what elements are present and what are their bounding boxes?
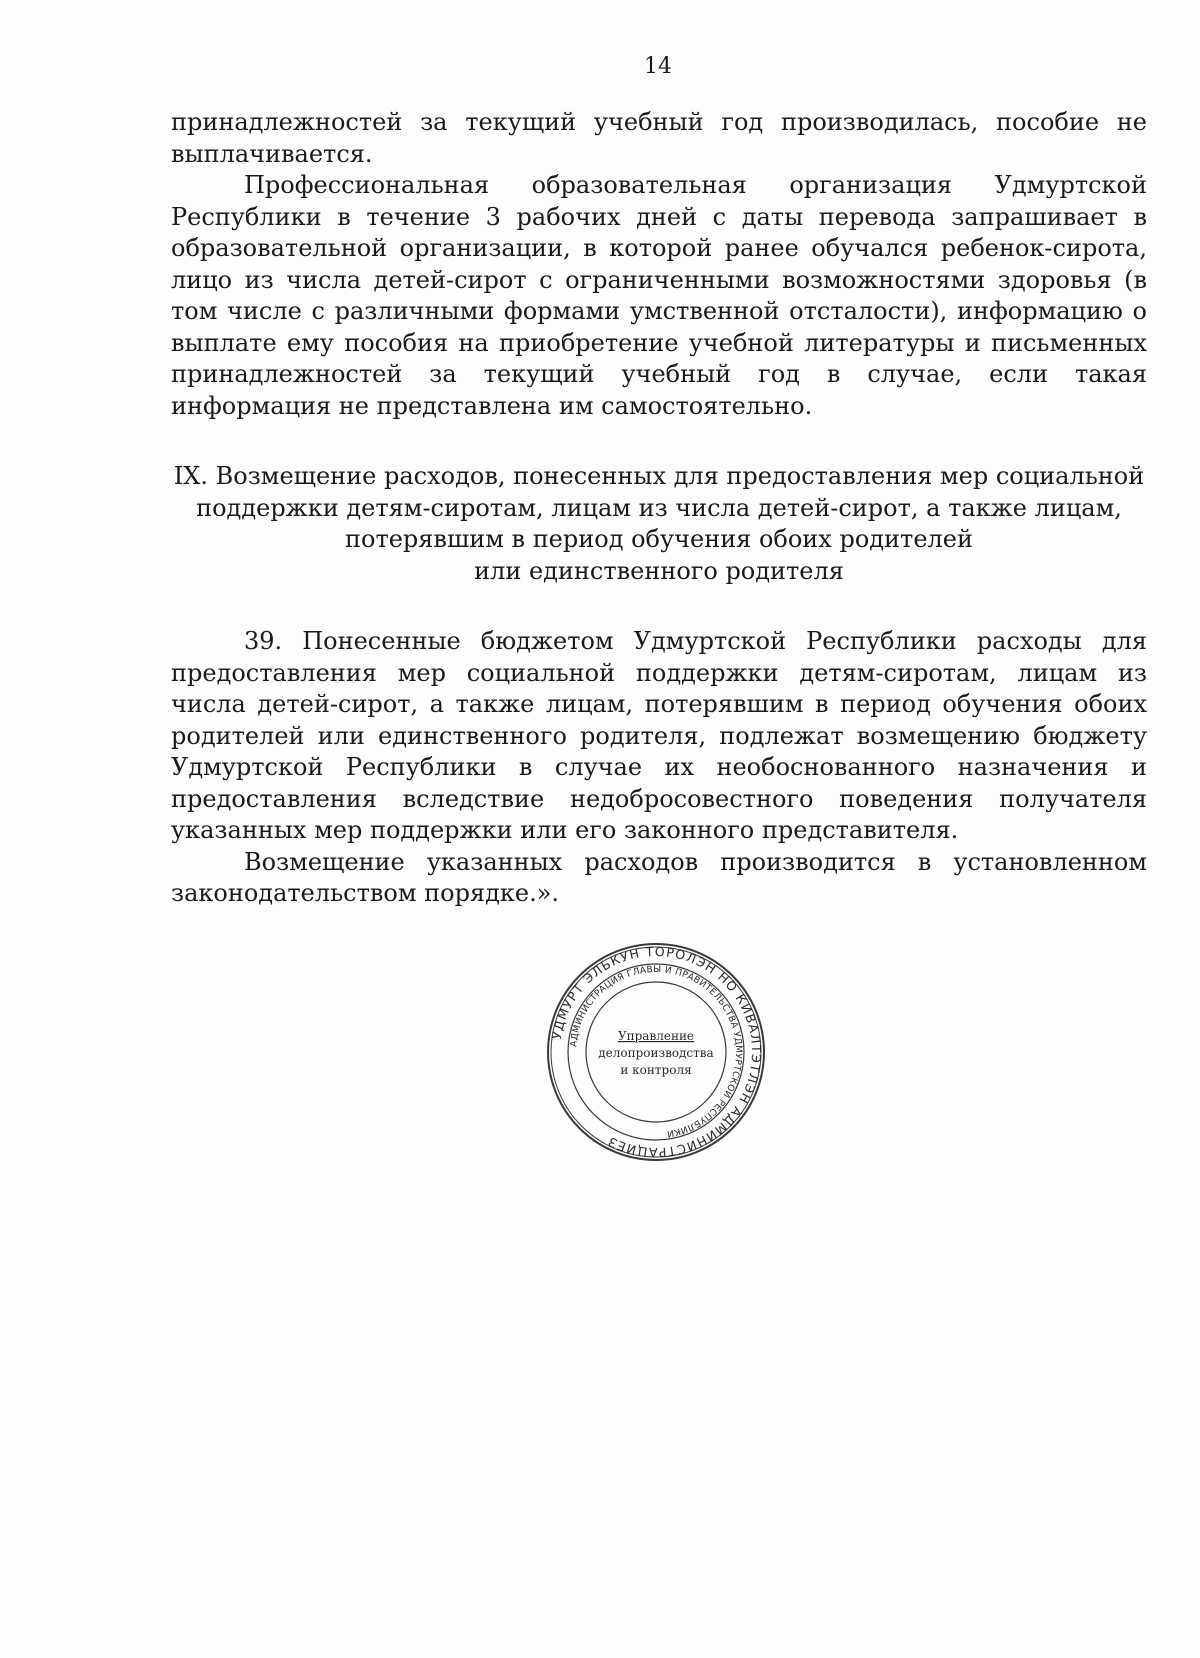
seal-center-line1: Управление — [617, 1029, 695, 1043]
document-body — [171, 107, 1147, 910]
seal-center-line3: и контроля — [620, 1063, 692, 1077]
seal-outer-ring-text: УДМУРТ ЭЛЬКУН ТОРОЛЭН НО КИВАЛТЭТЛЭН АДМИНИСТРАЦИЕЗ — [548, 943, 765, 1161]
section-heading-line: или единственного родителя — [474, 556, 844, 585]
paragraph-continuation: принадлежностей за текущий учебный год производилась, пособие не выплачивается. — [171, 108, 1147, 168]
seal-inner-ring-text: АДМИНИСТРАЦИЯ ГЛАВЫ И ПРАВИТЕЛЬСТВА УДМУРТСКОЙ РЕСПУБЛИКИ — [569, 964, 744, 1139]
section-heading-line: потерявшим в период обучения обоих родителей — [345, 525, 973, 553]
paragraph-item-39: 39. Понесенные бюджетом Удмуртской Республики расходы для предоставления мер социальной поддержки детям-сиротам, лицам из числа детей-сирот, а также лицам, потерявшим в период обучения обоих родителей или единственного родителя, подлежат возмещению бюджету Удмуртской Республики в случае их необоснованного назначения и предоставления вследствие недобросовестного поведения получателя указанных мер поддержки или его законного представителя. — [171, 627, 1147, 844]
seal-stamp-graphic — [544, 940, 768, 1164]
section-heading-line: поддержки детям-сиротам, лицам из числа детей-сирот, а также лицам, — [196, 493, 1122, 522]
section-heading-ix — [171, 461, 1147, 587]
paragraph-request-info: Профессиональная образовательная организация Удмуртской Республики в течение 3 рабочих дней с даты перевода запрашивает в образовательной организации, в которой ранее обучался ребенок-сирота, лицо из числа детей-сирот с ограниченными возможностями здоровья (в том числе с различными формами умственной отсталости), информацию о выплате ему пособия на приобретение учебной литературы и письменных принадлежностей за текущий учебный год в случае, если такая информация не представлена им самостоятельно. — [171, 171, 1147, 420]
paragraph-reimbursement: Возмещение указанных расходов производится в установленном законодательством порядке.». — [171, 847, 1147, 907]
official-seal — [544, 940, 768, 1164]
seal-center-line2: делопроизводства — [598, 1046, 714, 1060]
page-number: 14 — [644, 54, 672, 79]
section-heading-line: IX. Возмещение расходов, понесенных для предоставления мер социальной — [173, 462, 1145, 490]
